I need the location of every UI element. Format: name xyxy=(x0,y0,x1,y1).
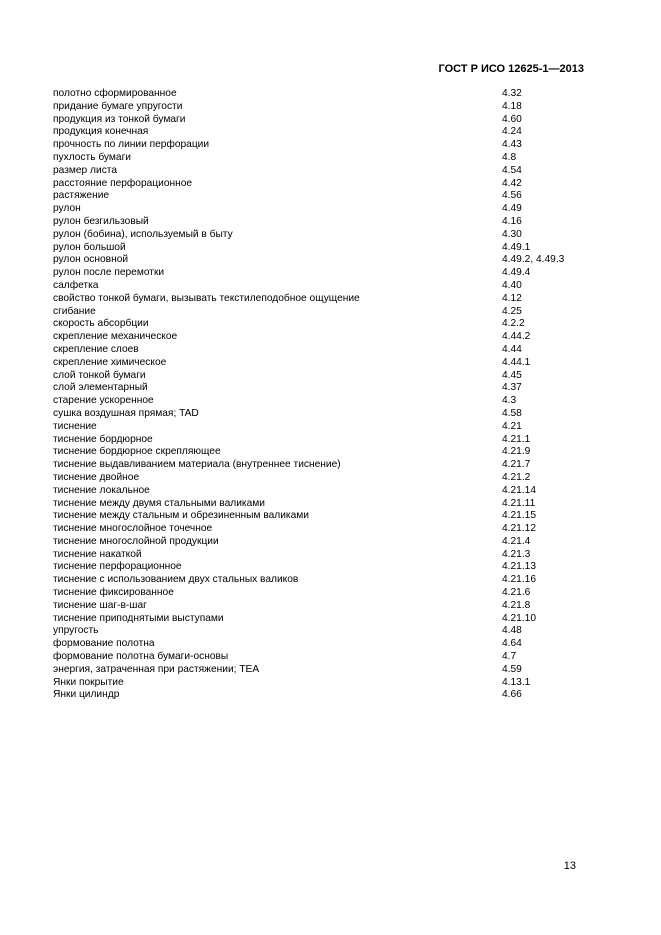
index-term: формование полотна xyxy=(53,638,155,650)
index-reference: 4.43 xyxy=(502,139,522,151)
index-entry xyxy=(53,446,593,459)
index-term: продукция из тонкой бумаги xyxy=(53,113,186,125)
index-term: тиснение с использованием двух стальных валиков xyxy=(53,574,299,586)
index-entry xyxy=(53,574,593,587)
index-term: тиснение бордюрное xyxy=(53,433,153,445)
index-entry xyxy=(53,510,593,523)
index-term: энергия, затраченная при растяжении; TEA xyxy=(53,663,260,675)
page-number: 13 xyxy=(563,860,576,872)
index-entry xyxy=(53,664,593,677)
index-entry xyxy=(53,600,593,613)
index-entry xyxy=(53,408,593,421)
index-entry xyxy=(53,152,593,165)
index-reference: 4.21 xyxy=(502,420,522,432)
index-reference: 4.21.3 xyxy=(502,548,531,560)
index-reference: 4.44 xyxy=(502,343,522,355)
index-reference: 4.21.11 xyxy=(502,497,536,509)
index-entry xyxy=(53,677,593,690)
index-term: слой тонкой бумаги xyxy=(53,369,146,381)
index-reference: 4.12 xyxy=(502,292,522,304)
index-term: тиснение между двумя стальными валиками xyxy=(53,497,265,509)
index-term: прочность по линии перфорации xyxy=(53,139,210,151)
index-term: рулон (бобина), используемый в быту xyxy=(53,228,233,240)
index-entry xyxy=(53,178,593,191)
index-term: рулон безгильзовый xyxy=(53,215,149,227)
index-entry xyxy=(53,280,593,293)
index-term: салфетка xyxy=(53,279,99,291)
index-reference: 4.21.1 xyxy=(502,433,531,445)
index-reference: 4.8 xyxy=(502,151,517,163)
index-entry xyxy=(53,254,593,267)
index-entry xyxy=(53,625,593,638)
index-term: рулон основной xyxy=(53,254,129,266)
index-reference: 4.66 xyxy=(502,689,522,701)
index-entry xyxy=(53,126,593,139)
index-entry xyxy=(53,190,593,203)
index-entry xyxy=(53,229,593,242)
index-term: полотно сформированное xyxy=(53,88,177,99)
index-term: пухлость бумаги xyxy=(53,151,131,163)
index-reference: 4.54 xyxy=(502,164,522,176)
index-reference: 4.21.2 xyxy=(502,471,531,483)
index-entry xyxy=(53,587,593,600)
index-reference: 4.2.2 xyxy=(502,318,525,330)
index-reference: 4.21.10 xyxy=(502,612,536,624)
index-term: Янки цилиндр xyxy=(53,689,120,701)
index-reference: 4.49.4 xyxy=(502,267,531,279)
index-entry xyxy=(53,459,593,472)
index-reference: 4.21.7 xyxy=(502,459,531,471)
index-entry xyxy=(53,613,593,626)
index-entry xyxy=(53,293,593,306)
index-term: упругость xyxy=(53,625,99,637)
index-entry xyxy=(53,331,593,344)
index-entry xyxy=(53,344,593,357)
index-entry xyxy=(53,203,593,216)
index-entry xyxy=(53,689,593,702)
index-entry xyxy=(53,216,593,229)
index-reference: 4.18 xyxy=(502,100,522,112)
index-term: скорость абсорбции xyxy=(53,318,149,330)
index-entry xyxy=(53,523,593,536)
index-reference: 4.30 xyxy=(502,228,522,240)
index-term: скрепление химическое xyxy=(53,356,167,368)
index-entry xyxy=(53,357,593,370)
index-reference: 4.7 xyxy=(502,651,517,663)
index-term: тиснение двойное xyxy=(53,471,140,483)
index-term: скрепление механическое xyxy=(53,331,178,343)
index-reference: 4.45 xyxy=(502,369,522,381)
index-reference: 4.21.6 xyxy=(502,587,531,599)
index-term: тиснение фиксированное xyxy=(53,587,174,599)
index-reference: 4.21.4 xyxy=(502,535,531,547)
index-reference: 4.44.2 xyxy=(502,331,531,343)
index-reference: 4.58 xyxy=(502,407,522,419)
index-entry xyxy=(53,114,593,127)
index-reference: 4.13.1 xyxy=(502,676,531,688)
index-entry xyxy=(53,549,593,562)
index-entry xyxy=(53,472,593,485)
index-term: слой элементарный xyxy=(53,382,148,394)
index-reference: 4.24 xyxy=(502,126,522,138)
index-term: тиснение выдавливанием материала (внутреннее тиснение) xyxy=(53,459,341,471)
index-term: тиснение многослойное точечное xyxy=(53,523,213,535)
index-reference: 4.56 xyxy=(502,190,522,202)
index-term: тиснение xyxy=(53,420,97,432)
index-reference: 4.16 xyxy=(502,215,522,227)
index-entry xyxy=(53,395,593,408)
index-reference: 4.3 xyxy=(502,395,517,407)
index-reference: 4.60 xyxy=(502,113,522,125)
index-entry xyxy=(53,421,593,434)
index-term: тиснение шаг-в-шаг xyxy=(53,599,147,611)
index-term: тиснение многослойной продукции xyxy=(53,535,219,547)
index-entry xyxy=(53,139,593,152)
index-term: тиснение перфорационное xyxy=(53,561,182,573)
index-term: рулон xyxy=(53,203,81,215)
index-reference: 4.37 xyxy=(502,382,522,394)
index-entry xyxy=(53,434,593,447)
index-entry xyxy=(53,88,593,101)
index-reference: 4.48 xyxy=(502,625,522,637)
index-entry xyxy=(53,370,593,383)
index-reference: 4.49.1 xyxy=(502,241,531,253)
document-header: ГОСТ Р ИСО 12625-1—2013 xyxy=(438,63,584,75)
index-entry xyxy=(53,382,593,395)
index-term: сгибание xyxy=(53,305,96,317)
index-reference: 4.64 xyxy=(502,638,522,650)
index-entry xyxy=(53,561,593,574)
index-reference: 4.44.1 xyxy=(502,356,531,368)
index-reference: 4.32 xyxy=(502,88,522,99)
index-entry xyxy=(53,318,593,331)
index-reference: 4.49 xyxy=(502,203,522,215)
index-reference: 4.21.13 xyxy=(502,561,536,573)
index-reference: 4.42 xyxy=(502,177,522,189)
index-entry xyxy=(53,267,593,280)
index-term: тиснение накаткой xyxy=(53,548,142,560)
index-entry xyxy=(53,536,593,549)
index-term: свойство тонкой бумаги, вызывать текстилеподобное ощущение xyxy=(53,292,360,304)
index-entry xyxy=(53,651,593,664)
index-reference: 4.21.14 xyxy=(502,484,536,496)
index-term: рулон после перемотки xyxy=(53,267,165,279)
index-entry xyxy=(53,242,593,255)
index-reference: 4.21.15 xyxy=(502,510,536,522)
index-term: тиснение бордюрное скрепляющее xyxy=(53,446,221,458)
index-reference: 4.21.16 xyxy=(502,574,536,586)
index-entry xyxy=(53,306,593,319)
index-term: придание бумаге упругости xyxy=(53,100,183,112)
index-term: продукция конечная xyxy=(53,126,149,138)
index-entry xyxy=(53,101,593,114)
index-reference: 4.21.9 xyxy=(502,446,531,458)
index-term: тиснение приподнятыми выступами xyxy=(53,612,224,624)
index-term: формование полотна бумаги-основы xyxy=(53,651,229,663)
index-term: тиснение локальное xyxy=(53,484,150,496)
index-entry xyxy=(53,485,593,498)
index-term: тиснение между стальным и обрезиненным валиками xyxy=(53,510,309,522)
index-term: скрепление слоев xyxy=(53,343,139,355)
index-reference: 4.21.12 xyxy=(502,523,536,535)
index-reference: 4.21.8 xyxy=(502,599,531,611)
index-term: растяжение xyxy=(53,190,110,202)
index-term: старение ускоренное xyxy=(53,395,154,407)
index-term: рулон большой xyxy=(53,241,126,253)
index-entry xyxy=(53,165,593,178)
alphabetical-index xyxy=(53,88,593,702)
index-reference: 4.59 xyxy=(502,663,522,675)
index-reference: 4.49.2, 4.49.3 xyxy=(502,254,565,266)
index-term: размер листа xyxy=(53,164,117,176)
index-reference: 4.25 xyxy=(502,305,522,317)
index-entry xyxy=(53,638,593,651)
index-term: сушка воздушная прямая; TAD xyxy=(53,407,199,419)
index-entry xyxy=(53,498,593,511)
index-term: Янки покрытие xyxy=(53,676,124,688)
index-reference: 4.40 xyxy=(502,279,522,291)
index-term: расстояние перфорационное xyxy=(53,177,193,189)
